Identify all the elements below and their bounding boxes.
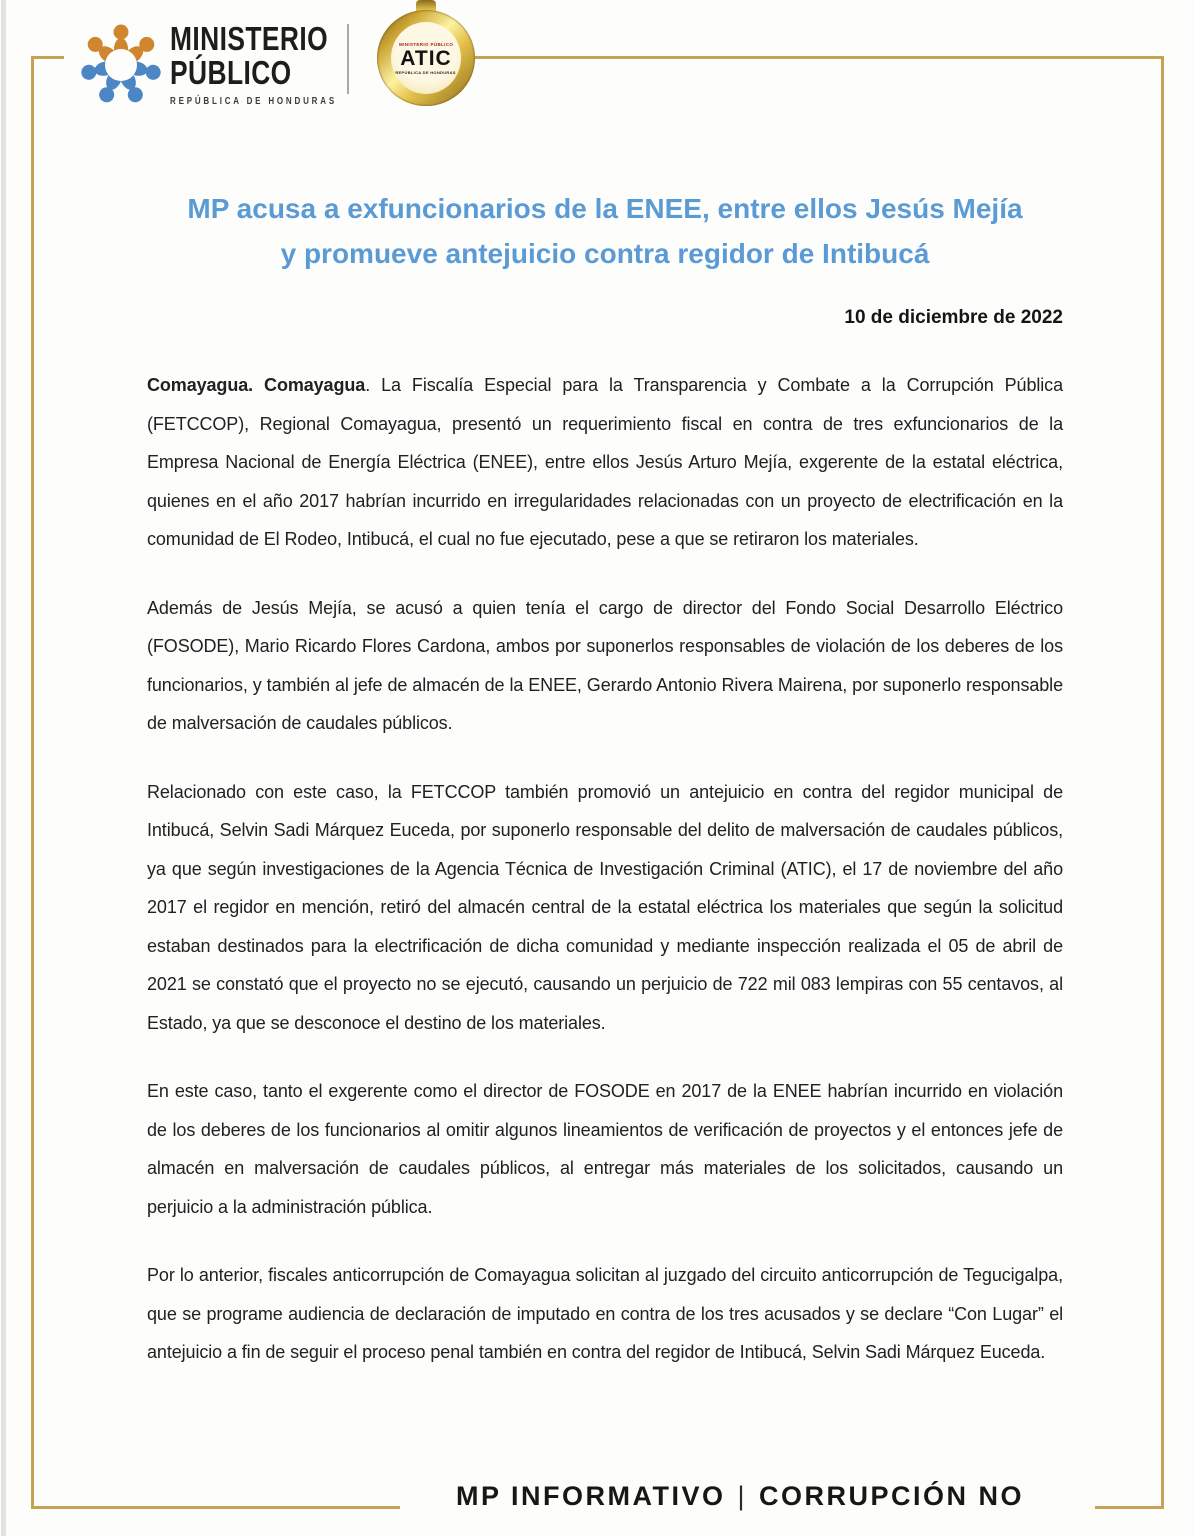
publication-date: 10 de diciembre de 2022 [844,307,1063,328]
footer-separator: | [737,1481,747,1511]
gold-frame-right [1161,57,1164,1509]
gold-frame-bottom-left [31,1506,400,1509]
gold-frame-bottom-right [1095,1506,1164,1509]
publico-line: PÚBLICO [170,54,292,91]
gold-frame-left [31,57,34,1509]
ministerio-publico-logo-icon [76,20,166,110]
paragraph-text: . La Fiscalía Especial para la Transparencia y Combate a la Corrupción Pública (FETCCOP), Regional Comayagua, presentó un requerimiento fiscal en contra de tres exfuncionarios de la Empresa Nacional de Energía Eléctrica (ENEE), entre ellos Jesús Arturo Mejía, exgerente de la estatal eléctrica, quienes en el año 2017 habrían incurrido en irregularidades relacionadas con un proyecto de electrificación en la comunidad de El Rodeo, Intibucá, el cual no fue ejecutado, pese a que se retiraron los materiales. [147,375,1063,549]
dateline: Comayagua. Comayagua [147,375,366,395]
gold-frame-top-right [463,56,1164,59]
page-title [147,186,1063,276]
atic-seal-bottom-text: REPÚBLICA DE HONDURAS [395,69,457,75]
article [147,186,1063,1402]
atic-label: ATIC [400,46,452,70]
footer-brand: MP INFORMATIVO [455,1481,726,1511]
gold-frame-top-left-stub [31,56,64,59]
article-paragraph: Además de Jesús Mejía, se acusó a quien tenía el cargo de director del Fondo Social Desarrollo Eléctrico (FOSODE), Mario Ricardo Flores Cardona, ambos por suponerlos responsables de violación de los deberes de los funcionarios, y también al jefe de almacén de la ENEE, Gerardo Antonio Rivera Mairena, por suponerlo responsable de malversación de caudales públicos. [147,597,1063,733]
ministerio-line: MINISTERIO [170,20,329,57]
article-paragraph [147,366,1063,559]
article-paragraph: Relacionado con este caso, la FETCCOP también promovió un antejuicio en contra del regidor municipal de Intibucá, Selvin Sadi Márquez Euceda, por suponerlo responsable del delito de malversación de caudales públicos, ya que según investigaciones de la Agencia Técnica de Investigación Criminal (ATIC), el 17 de noviembre del año 2017 el regidor en mención, retiró del almacén central de la estatal eléctrica los materiales que según la solicitud estaban destinados para la electrificación de dicha comunidad y mediante inspección realizada el 05 de abril de 2021 se constató que el proyecto no se ejecutó, causando un perjuicio de 722 mil 083 lempiras con 55 centavos, al Estado, ya que se desconoce el destino de los materiales. [147,781,1063,1033]
photo-edge-shadow [1,0,6,1536]
republica-subtitle: REPÚBLICA DE HONDURAS [170,96,337,107]
article-body [147,366,1063,1372]
page-title-line-1: MP acusa a exfuncionarios de la ENEE, entre ellos Jesús Mejía [187,193,1023,224]
header-divider [347,24,349,94]
article-paragraph: En este caso, tanto el exgerente como el director de FOSODE en 2017 de la ENEE habrían incurrido en violación de los deberes de los funcionarios al omitir algunos lineamientos de verificación de proyectos y el entonces jefe de almacén en malversación de caudales públicos, al entregar más materiales de los solicitados, causando un perjuicio a la administración pública. [147,1081,1063,1217]
article-paragraph: Por lo anterior, fiscales anticorrupción de Comayagua solicitan al juzgado del circuito anticorrupción de Tegucigalpa, que se programe audiencia de declaración de imputado en contra de los tres acusados y se declare “Con Lugar” el antejuicio a fin de seguir el proceso penal también en contra del regidor de Intibucá, Selvin Sadi Márquez Euceda. [147,1265,1063,1362]
atic-seal-icon [377,0,475,108]
atic-seal-center [391,22,461,94]
page-title-line-2: y promueve antejuicio contra regidor de Intibucá [280,238,930,269]
ministerio-publico-wordmark [170,22,337,107]
footer-banner [430,1481,1050,1512]
atic-seal-top-text: MINISTERIO PÚBLICO [398,41,454,48]
footer-slogan: CORRUPCIÓN NO [759,1481,1025,1511]
